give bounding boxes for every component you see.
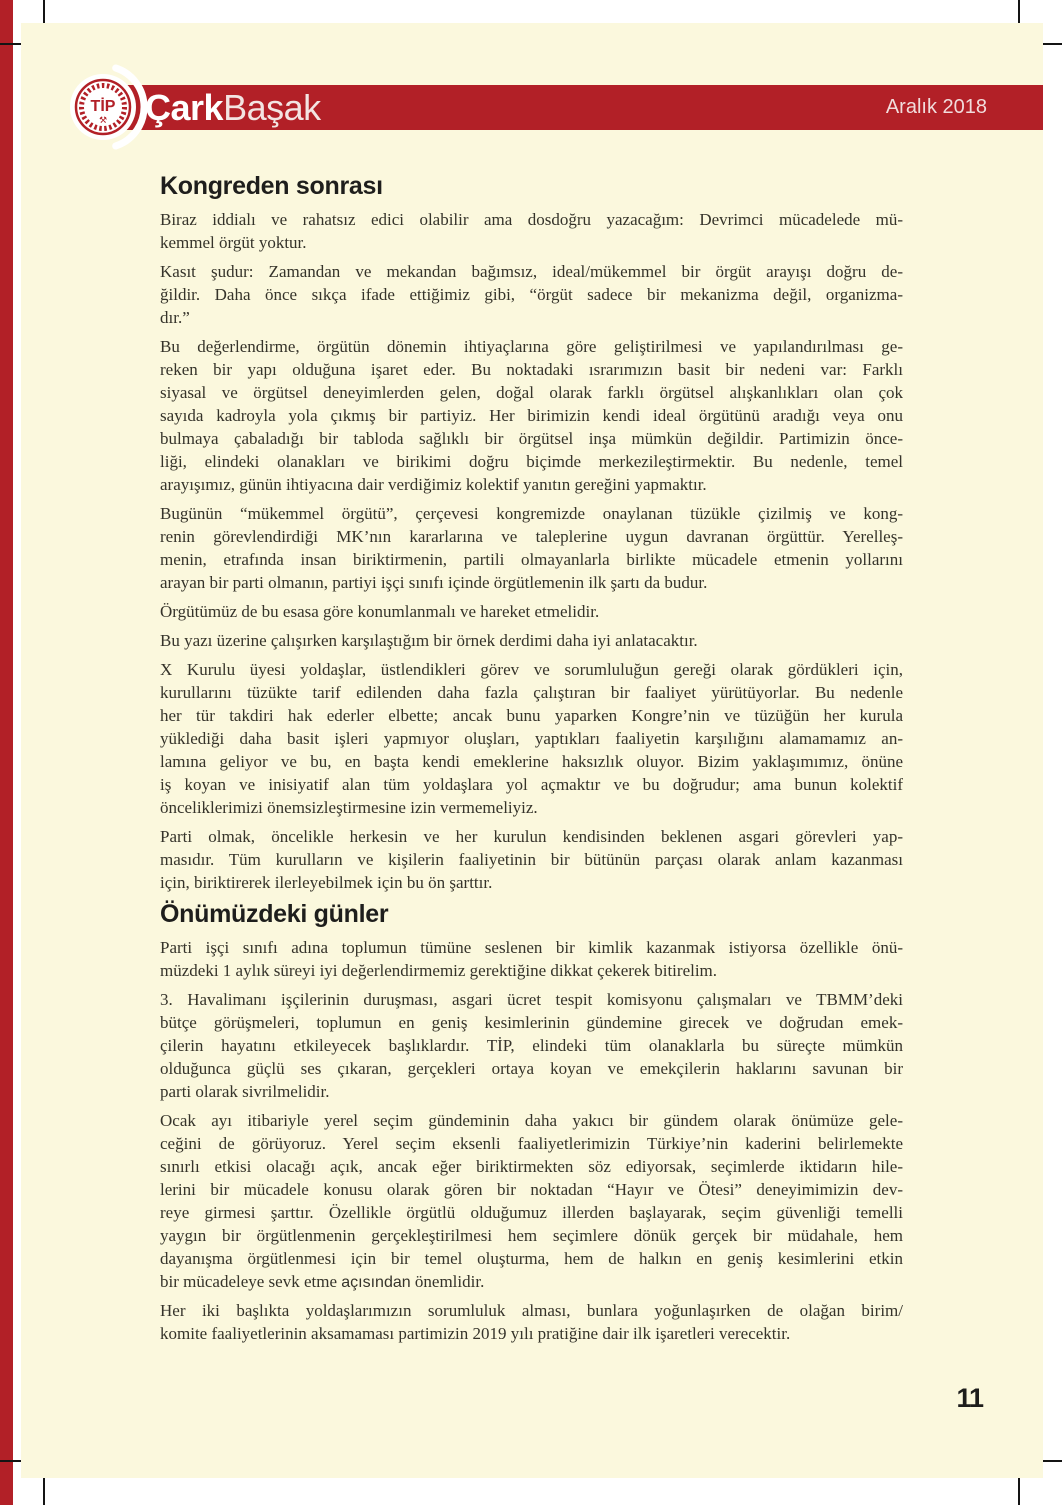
text-line: Her iki başlıkta yoldaşlarımızın sorumluluk alması, bunlara yoğunlaşırken de olağan birim/ bbox=[160, 1301, 903, 1320]
paragraph bbox=[160, 629, 903, 652]
text-line: Örgütümüz de bu esasa göre konumlanmalı ve hareket etmelidir. bbox=[160, 602, 600, 621]
masthead-banner bbox=[88, 85, 1043, 130]
paragraph bbox=[160, 502, 903, 594]
text-line: ceğini de görüyoruz. Yerel seçim eksenli faaliyetlerimizin Türkiye’nin kaderini belirlemekte bbox=[160, 1134, 903, 1153]
text-line: müzdeki 1 aylık süreyi iyi değerlendirmemiz gerektiğine dikkat çekerek bitirelim. bbox=[160, 961, 718, 980]
text-line: önceliklerimizi önemsizleştirmesine izin vermemeliyiz. bbox=[160, 798, 538, 817]
text-line: arayan bir parti olmanın, partiyi işçi sınıfı içinde örgütlemenin ilk şartı da budur. bbox=[160, 573, 708, 592]
text-line: reye girmesi şarttır. Özellikle örgütlü olduğumuz illerden başlayarak, seçim güvenliği temelli bbox=[160, 1203, 903, 1222]
tip-party-logo-icon bbox=[53, 57, 153, 157]
text-line: Parti olmak, öncelikle herkesin ve her kurulun kendisinden beklenen asgari görevleri yap- bbox=[160, 827, 903, 846]
paragraph bbox=[160, 1299, 903, 1345]
text-line: siyasal ve örgütsel deneyimlerden gelen, doğal olarak farklı örgütsel alışkanlıkları olan çok bbox=[160, 383, 903, 402]
section-heading: Kongreden sonrası bbox=[160, 172, 383, 200]
paragraph bbox=[160, 988, 903, 1103]
paragraph bbox=[160, 260, 903, 329]
text-line: dayanışma örgütlenmesi için bir temel oluşturma, hem de halkın en geniş kesimlerini etkin bbox=[160, 1249, 903, 1268]
text-line: için, biriktirerek ilerleyebilmek için bu ön şarttır. bbox=[160, 873, 493, 892]
text-line: bir mücadeleye sevk etme açısından önemlidir. bbox=[160, 1272, 485, 1291]
text-line: renin görevlendirdiği MK’nın kararlarına ve taleplerine uygun davranan örgüttür. Yerelleş- bbox=[160, 527, 903, 546]
sans-emphasis-word: açısından bbox=[341, 1274, 411, 1291]
paragraph bbox=[160, 335, 903, 496]
text-line: sayıda kadroyla yola çıkmış bir partiyiz. Her birimizin kendi ideal örgütünü aradığı veya onu bbox=[160, 406, 903, 425]
masthead-title bbox=[145, 85, 321, 130]
text-line: yaygın bir örgütlenmenin gerçekleştirilmesi hem seçimlere dönük gerçek bir müdahale, hem bbox=[160, 1226, 903, 1245]
section-heading: Önümüzdeki günler bbox=[160, 900, 389, 928]
text-line: masıdır. Tüm kurulların ve kişilerin faaliyetinin bir bütünün parçası olarak anlam kazanması bbox=[160, 850, 903, 869]
text-line: menin, etrafında insan biriktirmenin, partili olmayanlarla birlikte mücadele etmenin yollarını bbox=[160, 550, 903, 569]
text-line: bulmaya çabaladığı bir tabloda sağlıklı bir örgütsel inşa mümkün değildir. Partimizin önce- bbox=[160, 429, 903, 448]
paragraph bbox=[160, 208, 903, 254]
text-line: Biraz iddialı ve rahatsız edici olabilir ama dosdoğru yazacağım: Devrimci mücadelede mü- bbox=[160, 210, 903, 229]
text-line: ğildir. Daha önce sıkça ifade ettiğimiz gibi, “örgüt sadece bir mekanizma değil, organizma- bbox=[160, 285, 903, 304]
text-line: X Kurulu üyesi yoldaşlar, üstlendikleri görev ve sorumluluğun gereği olarak gördükleri için, bbox=[160, 660, 903, 679]
text-line: dır.” bbox=[160, 308, 190, 327]
text-line: yüklediği daha basit işleri yapmıyor oluşları, yaptıkları faaliyetin karşılığını alamamamız an- bbox=[160, 729, 903, 748]
bleed-stripe bbox=[0, 0, 13, 1505]
text-line: Parti işçi sınıfı adına toplumun tümüne seslenen bir kimlik kazanmak istiyorsa özellikle önü- bbox=[160, 938, 903, 957]
text-line: olduğunca güçlü ses çıkaran, gerçekleri ortaya koyan ve emekçilerin haklarını savunan bir bbox=[160, 1059, 903, 1078]
paragraph bbox=[160, 658, 903, 819]
text-line: Bugünün “mükemmel örgütü”, çerçevesi kongremizde onaylanan tüzükle çizilmiş ve kong- bbox=[160, 504, 903, 523]
text-line: komite faaliyetlerinin aksamaması partimizin 2019 yılı pratiğine dair ilk işaretleri verecektir. bbox=[160, 1324, 791, 1343]
text-line: lerini bir mücadele konusu olarak gören bir noktadan “Hayır ve Ötesi” deneyimimizin dev- bbox=[160, 1180, 903, 1199]
text-line: sınırlı etkisi olacağı açık, ancak eğer biriktirmekten söz ediyorsak, seçimlerde iktidarın hile- bbox=[160, 1157, 903, 1176]
text-line: iş koyan ve inisiyatif alan tüm yoldaşlara yol açmaktır ve bu doğrudur; ama bunun kolektif bbox=[160, 775, 903, 794]
masthead-title-bold: Çark bbox=[145, 87, 224, 128]
paragraph bbox=[160, 936, 903, 982]
paragraph bbox=[160, 600, 903, 623]
issue-date: Aralık 2018 bbox=[885, 96, 987, 118]
masthead-title-light: Başak bbox=[223, 87, 321, 128]
article-body bbox=[160, 172, 903, 1351]
text-line: Kasıt şudur: Zamandan ve mekandan bağımsız, ideal/mükemmel bir örgüt arayışı doğru de- bbox=[160, 262, 903, 281]
text-line: kemmel örgüt yoktur. bbox=[160, 233, 307, 252]
text-line: Bu yazı üzerine çalışırken karşılaştığım bir örnek derdimi daha iyi anlatacaktır. bbox=[160, 631, 698, 650]
text-line: arayışımız, günün ihtiyacına dair verdiğimiz kolektif yanıtın gereğini yapmaktır. bbox=[160, 475, 707, 494]
logo-hammer-icon: ⚒ bbox=[98, 116, 108, 126]
text-line: lamına geliyor ve bu, en başta kendi emeklerine haksızlık oluyor. Bizim yaklaşımımız, önüne bbox=[160, 752, 903, 771]
text-line: her tür takdiri hak ederler elbette; ancak bunu yaparken Kongre’nin ve tüzüğün her kurula bbox=[160, 706, 903, 725]
text-line: çilerin hayatını etkileyecek başlıklardır. TİP, elindeki tüm olanaklarla bu süreçte mümkün bbox=[160, 1036, 903, 1055]
text-line: parti olarak sivrilmelidir. bbox=[160, 1082, 330, 1101]
page-number: 11 bbox=[956, 1383, 983, 1413]
text-line: Bu değerlendirme, örgütün dönemin ihtiyaçlarına göre geliştirilmesi ve yapılandırılması ge- bbox=[160, 337, 903, 356]
text-line: reken bir yapı olduğuna işaret eder. Bu noktadaki ısrarımızın basit bir nedeni var: Farklı bbox=[160, 360, 903, 379]
text-line: liği, elindeki olanakları ve birikimi doğru biçimde merkezileştirmektir. Bu nedenle, temel bbox=[160, 452, 903, 471]
text-line: kurullarını tüzükte tarif edilenden daha fazla çalıştıran bir faaliyet yürütüyorlar. Bu nedenle bbox=[160, 683, 903, 702]
text-line: 3. Havalimanı işçilerinin duruşması, asgari ücret tespit komisyonu çalışmaları ve TBMM’deki bbox=[160, 990, 903, 1009]
text-line: bütçe görüşmeleri, toplumun en geniş kesimlerinin gündemine girecek ve doğrudan emek- bbox=[160, 1013, 903, 1032]
text-line: Ocak ayı itibariyle yerel seçim gündeminin daha yakıcı bir gündem olarak önümüze gele- bbox=[160, 1111, 903, 1130]
magazine-page bbox=[21, 23, 1043, 1478]
logo-text: TİP bbox=[90, 98, 116, 115]
paragraph bbox=[160, 825, 903, 894]
paragraph bbox=[160, 1109, 903, 1293]
